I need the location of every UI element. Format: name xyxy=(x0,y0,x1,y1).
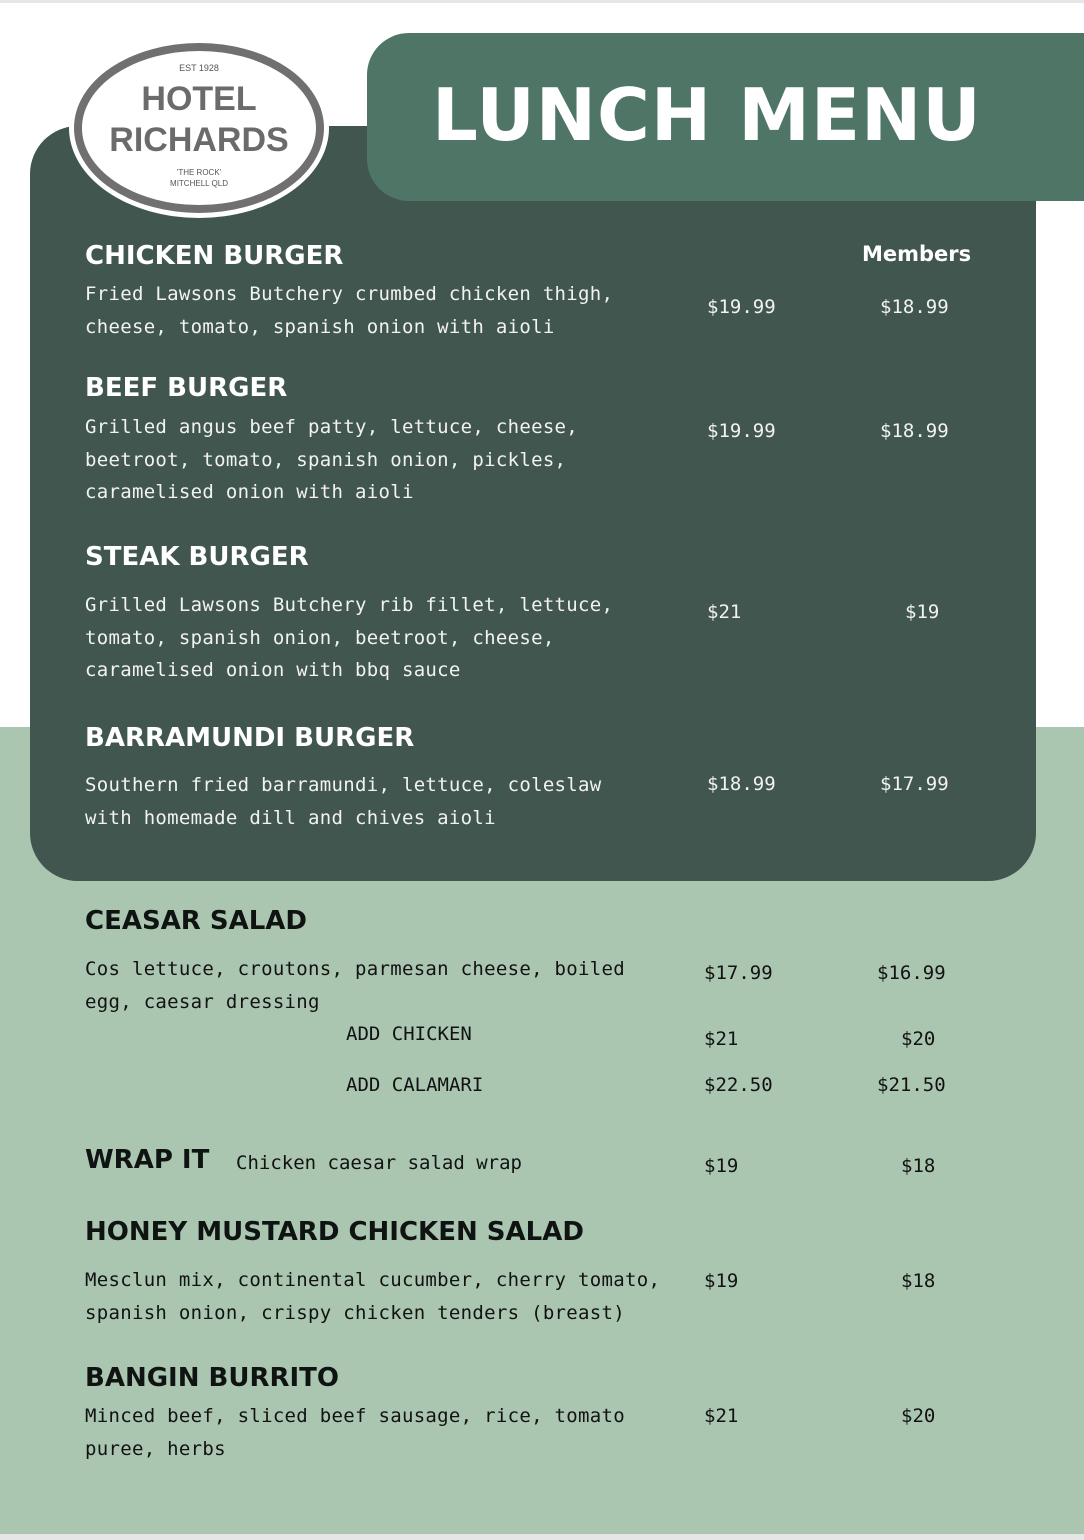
menu-item-description: Grilled angus beef patty, lettuce, cheese, beetroot, tomato, spanish onion, pickles, caramelised onion with aioli xyxy=(85,416,579,503)
menu-item-description: Grilled Lawsons Butchery rib fillet, lettuce, tomato, spanish onion, beetroot, cheese, caramelised onion with bbq sauce xyxy=(85,594,614,681)
menu-item-description: Cos lettuce, croutons, parmesan cheese, boiled egg, caesar dressing xyxy=(85,958,625,1013)
menu-item-price: $21 xyxy=(704,1405,739,1427)
top-border xyxy=(0,0,1084,3)
addon-label: ADD CALAMARI xyxy=(346,1074,484,1096)
menu-item-title: BEEF BURGER xyxy=(85,373,288,403)
addon-member-price: $20 xyxy=(901,1028,936,1050)
menu-item-title: CEASAR SALAD xyxy=(85,906,308,936)
menu-item-description: Mesclun mix, continental cucumber, cherry tomato, spanish onion, crispy chicken tenders (breast) xyxy=(85,1269,661,1324)
logo-tagline: 'THE ROCK' xyxy=(176,168,222,177)
menu-item-price: $18.99 xyxy=(707,773,776,795)
addon-label: ADD CHICKEN xyxy=(346,1023,472,1045)
menu-item-description: Minced beef, sliced beef sausage, rice, tomato puree, herbs xyxy=(85,1405,625,1460)
addon-price: $22.50 xyxy=(704,1074,773,1096)
menu-item-member-price: $17.99 xyxy=(880,773,949,795)
menu-item-price: $17.99 xyxy=(704,962,773,984)
menu-item-description: Chicken caesar salad wrap xyxy=(236,1152,522,1174)
menu-item-member-price: $18.99 xyxy=(880,420,949,442)
menu-item-member-price: $16.99 xyxy=(877,962,946,984)
menu-item-description: Southern fried barramundi, lettuce, coleslaw with homemade dill and chives aioli xyxy=(85,774,602,829)
hotel-logo xyxy=(72,41,326,215)
menu-item-price: $19 xyxy=(704,1270,739,1292)
menu-item-price: $19 xyxy=(704,1155,739,1177)
menu-item-member-price: $18.99 xyxy=(880,296,949,318)
menu-item-price: $19.99 xyxy=(707,420,776,442)
addon-member-price: $21.50 xyxy=(877,1074,946,1096)
logo-location: MITCHELL QLD xyxy=(170,179,228,188)
menu-item-member-price: $18 xyxy=(901,1155,936,1177)
menu-item-title: STEAK BURGER xyxy=(85,542,309,572)
menu-item-member-price: $20 xyxy=(901,1405,936,1427)
menu-item-title: HONEY MUSTARD CHICKEN SALAD xyxy=(85,1217,584,1247)
menu-item-price: $21 xyxy=(707,601,742,623)
menu-item-description: Fried Lawsons Butchery crumbed chicken thigh, cheese, tomato, spanish onion with aioli xyxy=(85,283,614,338)
menu-item-title: WRAP IT xyxy=(85,1145,210,1175)
menu-item-price: $19.99 xyxy=(707,296,776,318)
members-column-header: Members xyxy=(862,242,972,266)
logo-line2: RICHARDS xyxy=(109,121,289,159)
logo-line1: HOTEL xyxy=(141,80,257,118)
menu-item-member-price: $19 xyxy=(905,601,940,623)
bottom-border xyxy=(0,1534,1084,1540)
menu-item-title: CHICKEN BURGER xyxy=(85,241,344,271)
logo-established: EST 1928 xyxy=(179,63,219,73)
menu-item-title: BANGIN BURRITO xyxy=(85,1363,340,1393)
menu-item-title: BARRAMUNDI BURGER xyxy=(85,723,415,753)
menu-item-member-price: $18 xyxy=(901,1270,936,1292)
addon-price: $21 xyxy=(704,1028,739,1050)
page-title: LUNCH MENU xyxy=(432,73,982,157)
